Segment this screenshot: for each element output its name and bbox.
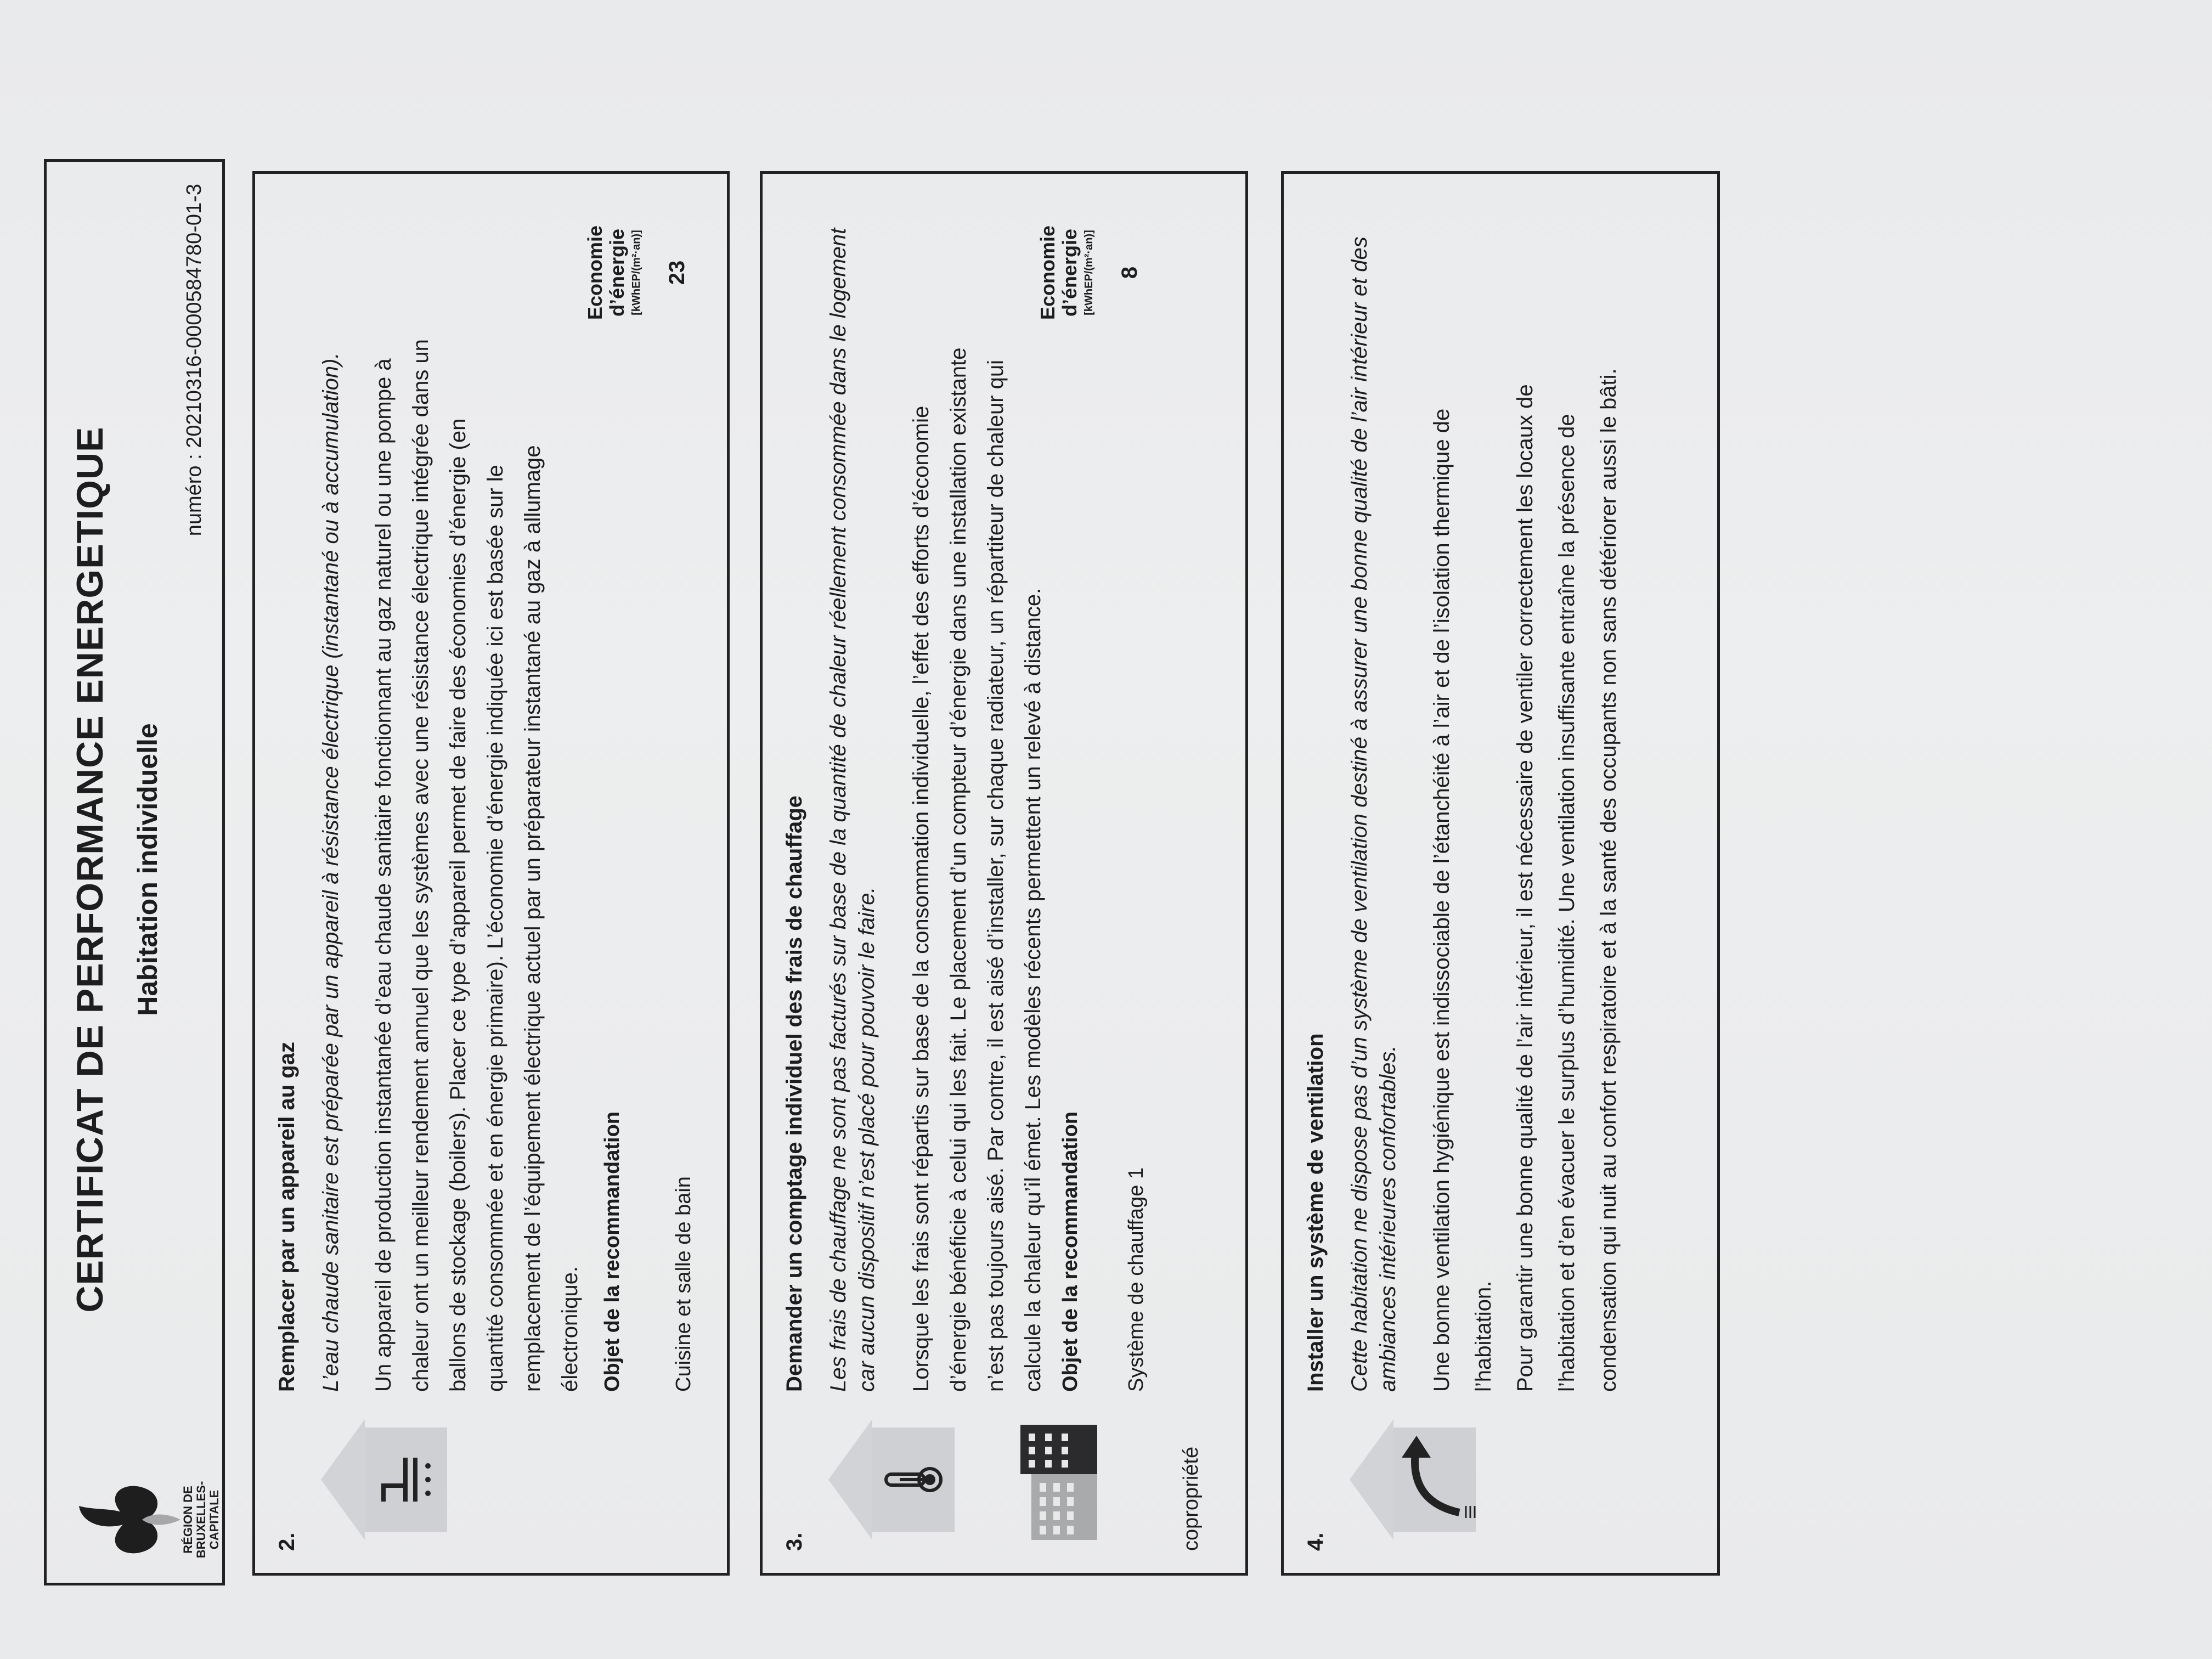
logo-line-2: BRUXELLES- — [194, 1481, 208, 1559]
rotated-certificate — [44, 159, 1745, 1585]
body-line: Un appareil de production instantanée d’eau chaude sanitaire fonctionnant au gaz naturel ou une pompe à — [371, 358, 396, 1392]
saving-value: 23 — [665, 260, 689, 285]
object-label: Objet de la recommandation — [1059, 1111, 1082, 1392]
object-value: Cuisine et salle de bain — [672, 1176, 695, 1392]
body-line: l’habitation. — [1471, 1280, 1496, 1392]
recommendation-title: Demander un comptage individuel des frais de chauffage — [782, 795, 806, 1392]
logo-line-1: RÉGION DE — [181, 1486, 195, 1554]
energy-saving — [1037, 212, 1142, 333]
body-line: Lorsque les frais sont répartis sur base de la consommation individuelle, l’effet des efforts d’économie — [909, 405, 933, 1392]
recommendation-body — [1421, 196, 1629, 1392]
saving-unit: [kWhEP/(m²·an)] — [1083, 230, 1095, 315]
recommendation-card — [252, 171, 730, 1576]
object-value: Système de chauffage 1 — [1125, 1167, 1148, 1392]
water-heater-house-icon — [321, 1419, 453, 1540]
recommendation-intro: Les frais de chauffage ne sont pas facturés sur base de la quantité de chaleur réellement consommée dans le logement car aucun dispositif n’est placé pour pouvoir le faire. — [826, 228, 879, 1392]
body-line: calcule la chaleur qu’il émet. Les modèles récents permettent un relevé à distance. — [1021, 588, 1045, 1392]
body-line: Pour garantir une bonne qualité de l’air intérieur, il est nécessaire de ventiler correctement les locaux de — [1513, 384, 1537, 1392]
body-line: d’énergie bénéficie à celui qui les fait. Le placement d’un compteur d’énergie dans une installation existante — [946, 347, 970, 1392]
saving-value: 8 — [1118, 266, 1142, 279]
ventilation-house-icon — [1350, 1419, 1481, 1540]
body-line: chaleur ont un meilleur rendement annuel que les systèmes avec une résistance électrique intégrée dans un — [409, 339, 433, 1392]
recommendation-number: 3. — [782, 1532, 806, 1551]
body-line: remplacement de l’équipement électrique actuel par un préparateur instantané au gaz à allumage — [521, 445, 545, 1392]
thermometer-house-icon — [828, 1419, 960, 1540]
body-line: Une bonne ventilation hygiénique est indissociable de l’étanchéité à l’air et de l’isolation thermique de — [1430, 408, 1454, 1392]
body-line: ballons de stockage (boilers). Placer ce type d’appareil permet de faire des économies d’énergie (en — [446, 418, 470, 1392]
recommendation-body — [365, 196, 589, 1392]
recommendation-title: Installer un système de ventilation — [1304, 1033, 1328, 1392]
logo-text — [182, 1479, 221, 1561]
document-title: CERTIFICAT DE PERFORMANCE ENERGETIQUE — [69, 426, 111, 1313]
coownership-label: copropriété — [1180, 1446, 1203, 1551]
certificate-header — [44, 159, 225, 1585]
saving-label: Economie d’énergie — [1036, 225, 1081, 320]
body-line: l’habitation et d’en évacuer le surplus d’humidité. Une ventilation insuffisante entraîne la présence de — [1555, 414, 1579, 1392]
saving-unit: [kWhEP/(m²·an)] — [630, 230, 642, 315]
recommendation-title: Remplacer par un appareil au gaz — [275, 1042, 299, 1392]
body-line: n’est pas toujours aisé. Par contre, il est aisé d’installer, sur chaque radiateur, un répartiteur de chaleur qui — [984, 359, 1008, 1392]
apartment-building-icon — [1020, 1425, 1097, 1540]
object-label: Objet de la recommandation — [601, 1111, 624, 1392]
certificate-number: numéro : 20210316-0000584780-01-3 — [183, 184, 206, 537]
body-line: condensation qui nuit au confort respiratoire et à la santé des occupants non sans détériorer aussi le bâti. — [1596, 368, 1621, 1392]
recommendation-card — [1281, 171, 1720, 1576]
recommendation-body — [902, 196, 1052, 1392]
recommendation-intro: Cette habitation ne dispose pas d’un système de ventilation destiné à assurer une bonne qualité de l’air intérieur et des ambiances intérieures confortables. — [1347, 236, 1400, 1392]
body-line: électronique. — [558, 1266, 582, 1392]
energy-saving — [584, 212, 690, 333]
logo-line-3: CAPITALE — [207, 1489, 221, 1550]
body-line: quantité consommée et en énergie primaire). L’économie d’énergie indiquée ici est basée sur le — [483, 465, 507, 1392]
saving-label: Economie d’énergie — [584, 225, 628, 320]
recommendation-number: 2. — [275, 1532, 299, 1551]
document-subtitle: Habitation individuelle — [132, 723, 163, 1016]
recommendation-intro: L’eau chaude sanitaire est préparée par un appareil à résistance électrique (instantané ou à accumulation). — [319, 352, 343, 1392]
recommendation-card — [760, 171, 1248, 1576]
recommendation-number: 4. — [1304, 1532, 1328, 1551]
